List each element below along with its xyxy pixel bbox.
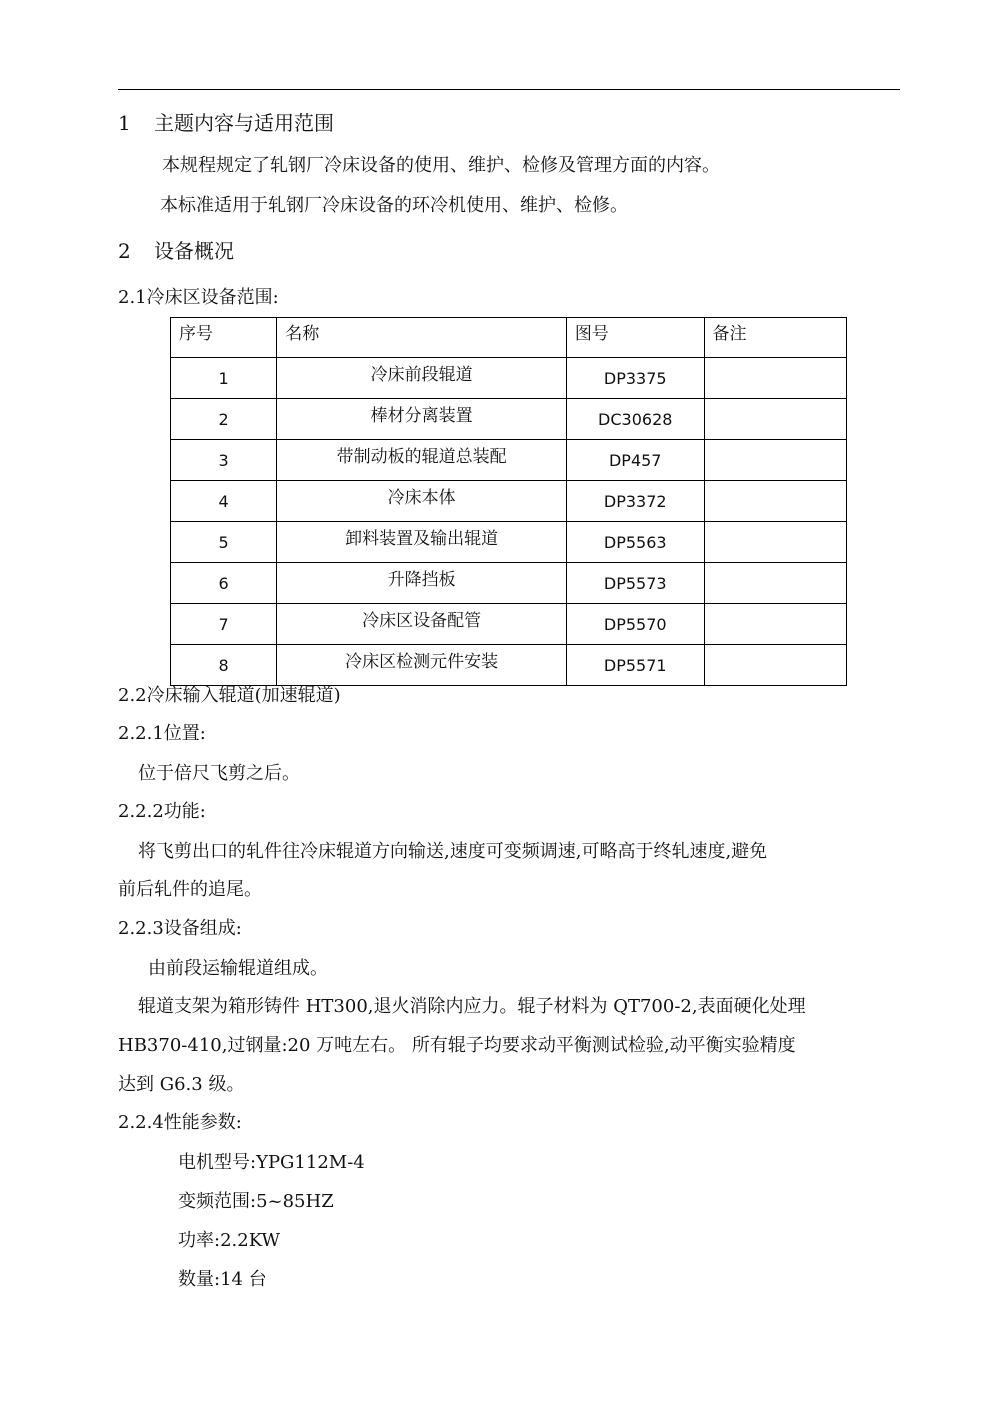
table-row — [171, 358, 847, 399]
param-power: 功率:2.2KW — [178, 1230, 280, 1251]
cell-drawing: DP3375 — [566, 358, 704, 399]
section-1-paragraph-2: 本标准适用于轧钢厂冷床设备的环冷机使用、维护、检修。 — [160, 195, 628, 216]
table-row — [171, 522, 847, 563]
cell-name: 冷床前段辊道 — [277, 358, 567, 399]
cell-drawing: DP457 — [566, 440, 704, 481]
cell-remark — [704, 604, 846, 645]
section-1-title: 主题内容与适用范围 — [154, 111, 334, 135]
header-remark: 备注 — [704, 318, 846, 358]
cell-seq: 5 — [171, 522, 277, 563]
header-drawing: 图号 — [566, 318, 704, 358]
table-header-row — [171, 318, 847, 358]
section-2-heading — [118, 238, 234, 264]
section-2-2-4-title: 2.2.4性能参数: — [118, 1112, 242, 1133]
cell-seq: 8 — [171, 645, 277, 686]
cell-drawing: DP3372 — [566, 481, 704, 522]
cell-remark — [704, 645, 846, 686]
cell-remark — [704, 563, 846, 604]
section-2-2-3-title: 2.2.3设备组成: — [118, 918, 242, 939]
cell-remark — [704, 440, 846, 481]
cell-seq: 6 — [171, 563, 277, 604]
cell-drawing: DP5571 — [566, 645, 704, 686]
cell-remark — [704, 399, 846, 440]
equipment-table — [170, 317, 847, 686]
section-2-2-2-text-line-1: 将飞剪出口的轧件往冷床辊道方向输送,速度可变频调速,可略高于终轧速度,避免 — [138, 841, 768, 862]
cell-remark — [704, 522, 846, 563]
cell-drawing: DP5570 — [566, 604, 704, 645]
cell-seq: 7 — [171, 604, 277, 645]
cell-name: 带制动板的辊道总装配 — [277, 440, 567, 481]
section-2-2-1-text: 位于倍尺飞剪之后。 — [138, 763, 300, 784]
section-1-paragraph-1: 本规程规定了轧钢厂冷床设备的使用、维护、检修及管理方面的内容。 — [162, 155, 720, 176]
cell-seq: 2 — [171, 399, 277, 440]
section-2-number: 2 — [118, 239, 131, 263]
header-name: 名称 — [277, 318, 567, 358]
cell-remark — [704, 481, 846, 522]
table-row — [171, 399, 847, 440]
param-quantity: 数量:14 台 — [178, 1269, 267, 1290]
table-row — [171, 563, 847, 604]
header-rule — [118, 89, 900, 90]
param-frequency-range: 变频范围:5~85HZ — [178, 1191, 334, 1212]
cell-name: 棒材分离装置 — [277, 399, 567, 440]
cell-drawing: DP5573 — [566, 563, 704, 604]
cell-drawing: DC30628 — [566, 399, 704, 440]
section-2-2-title: 2.2冷床输入辊道(加速辊道) — [118, 685, 341, 706]
cell-seq: 3 — [171, 440, 277, 481]
table-row — [171, 645, 847, 686]
section-2-2-3-paragraph-line-3: 达到 G6.3 级。 — [118, 1074, 245, 1095]
cell-name: 卸料装置及输出辊道 — [277, 522, 567, 563]
section-1-number: 1 — [118, 111, 131, 135]
cell-name: 升降挡板 — [277, 563, 567, 604]
table-row — [171, 481, 847, 522]
section-2-2-3-text: 由前段运输辊道组成。 — [148, 958, 328, 979]
param-motor-model: 电机型号:YPG112M-4 — [178, 1152, 365, 1173]
table-row — [171, 604, 847, 645]
section-2-1-title: 2.1冷床区设备范围: — [118, 287, 279, 308]
header-seq: 序号 — [171, 318, 277, 358]
section-2-2-2-title: 2.2.2功能: — [118, 801, 206, 822]
section-2-2-3-paragraph-line-2: HB370-410,过钢量:20 万吨左右。 所有辊子均要求动平衡测试检验,动平衡实验精度 — [118, 1035, 796, 1056]
section-2-title: 设备概况 — [154, 239, 234, 263]
cell-name: 冷床区检测元件安装 — [277, 645, 567, 686]
section-2-2-3-paragraph-line-1: 辊道支架为箱形铸件 HT300,退火消除内应力。辊子材料为 QT700-2,表面硬化处理 — [138, 996, 806, 1017]
section-2-2-1-title: 2.2.1位置: — [118, 723, 206, 744]
section-2-2-2-text-line-2: 前后轧件的追尾。 — [118, 879, 262, 900]
cell-name: 冷床本体 — [277, 481, 567, 522]
cell-name: 冷床区设备配管 — [277, 604, 567, 645]
cell-seq: 1 — [171, 358, 277, 399]
section-1-heading — [118, 110, 334, 136]
table-row — [171, 440, 847, 481]
cell-remark — [704, 358, 846, 399]
cell-drawing: DP5563 — [566, 522, 704, 563]
cell-seq: 4 — [171, 481, 277, 522]
